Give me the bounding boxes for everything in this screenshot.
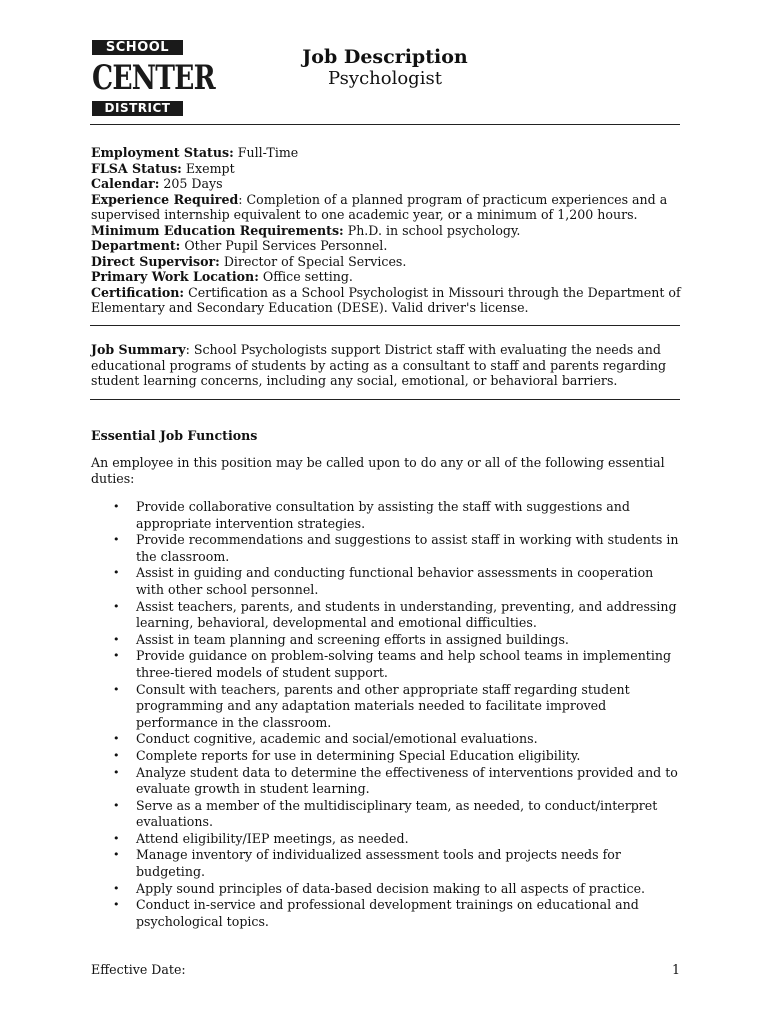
- summary-divider: [90, 399, 680, 400]
- list-item-text: Provide collaborative consultation by assisting the staff with suggestions and appropriate intervention strategies.: [136, 499, 630, 531]
- header-divider: [90, 124, 680, 125]
- list-item-text: Provide recommendations and suggestions to assist staff in working with students in the classroom.: [136, 532, 679, 564]
- bullet-icon: •: [113, 649, 120, 663]
- bullet-icon: •: [113, 682, 120, 696]
- detail-department: Department: Other Pupil Services Personnel.: [91, 238, 388, 253]
- detail-calendar: Calendar: 205 Days: [91, 176, 223, 191]
- detail-certification: Certification: Certification as a School Psychologist in Missouri through the Department of Elementary and Secondary Education (DESE). Valid driver's license.: [91, 284, 681, 315]
- logo-line-center: CENTER: [92, 58, 215, 98]
- detail-direct-supervisor: Direct Supervisor: Director of Special Services.: [91, 253, 407, 269]
- list-item: [91, 532, 683, 565]
- list-item: [91, 765, 683, 798]
- bullet-icon: •: [113, 732, 120, 746]
- job-details: [91, 145, 683, 316]
- bullet-icon: •: [113, 632, 120, 646]
- list-item: [91, 897, 683, 930]
- bullet-icon: •: [113, 500, 120, 513]
- bullet-icon: •: [113, 848, 120, 862]
- document-title: Job Description: [302, 46, 468, 68]
- list-item-text: Conduct in-service and professional development trainings on educational and psychological topics.: [136, 897, 639, 929]
- list-item: [91, 748, 683, 765]
- effective-date-label: Effective Date:: [91, 962, 186, 977]
- job-summary-text: : School Psychologists support District staff with evaluating the needs and educational programs of students by acting as a consultant to staff and parents regarding student learning concerns, including any social, emotional, or behavioral barriers.: [91, 342, 667, 388]
- logo-line-school: SCHOOL: [92, 40, 183, 55]
- bullet-icon: •: [113, 533, 120, 547]
- list-item-text: Provide guidance on problem-solving teams and help school teams in implementing three-tiered models of student support.: [136, 648, 672, 680]
- list-item: [91, 499, 683, 532]
- list-item: [91, 881, 683, 898]
- detail-minimum-education: Minimum Education Requirements: Ph.D. in school psychology.: [91, 222, 521, 238]
- list-item-text: Manage inventory of individualized assessment tools and projects needs for budgeting.: [136, 847, 621, 880]
- bullet-icon: •: [113, 898, 120, 912]
- list-item: [91, 831, 683, 848]
- list-item-text: Assist teachers, parents, and students in understanding, preventing, and addressing learning, behavioral, developmental and emotional difficulties.: [136, 598, 677, 631]
- list-item-text: Serve as a member of the multidisciplinary team, as needed, to conduct/interpret evaluations.: [136, 797, 658, 830]
- list-item-text: Complete reports for use in determining Special Education eligibility.: [136, 747, 581, 763]
- job-summary-label: Job Summary: [91, 342, 186, 357]
- list-item: [91, 632, 683, 649]
- bullet-icon: •: [113, 798, 120, 812]
- list-item: [91, 599, 683, 632]
- bullet-icon: •: [113, 765, 120, 779]
- bullet-icon: •: [113, 881, 120, 895]
- list-item-text: Consult with teachers, parents and other appropriate staff regarding student programming and any adaptation materials needed to facilitate improved performance in the classroom.: [136, 681, 630, 730]
- list-item-text: Assist in team planning and screening efforts in assigned buildings.: [136, 631, 569, 647]
- logo-line-district: DISTRICT: [92, 101, 183, 116]
- bullet-icon: •: [113, 831, 120, 845]
- detail-flsa-status: FLSA Status: Exempt: [91, 160, 235, 176]
- list-item-text: Conduct cognitive, academic and social/emotional evaluations.: [136, 731, 538, 747]
- details-divider: [90, 325, 680, 326]
- detail-employment-status: Employment Status: Full-Time: [91, 145, 299, 160]
- list-item-text: Apply sound principles of data-based decision making to all aspects of practice.: [136, 880, 646, 896]
- bullet-icon: •: [113, 748, 120, 762]
- detail-experience-required: Experience Required: Completion of a planned program of practicum experiences and a supervised internship equivalent to one academic year, or a minimum of 1,200 hours.: [91, 191, 668, 222]
- page-number: 1: [672, 962, 681, 977]
- school-center-district-logo: [92, 40, 215, 116]
- essential-functions-heading: Essential Job Functions: [91, 428, 258, 443]
- list-item: [91, 682, 683, 732]
- list-item: [91, 648, 683, 681]
- list-item: [91, 798, 683, 831]
- document-subtitle: Psychologist: [328, 68, 442, 89]
- job-summary: [91, 342, 683, 389]
- detail-primary-work-location: Primary Work Location: Office setting.: [91, 269, 353, 284]
- list-item: [91, 565, 683, 598]
- essential-functions-intro: An employee in this position may be called upon to do any or all of the following essential duties:: [91, 455, 665, 486]
- list-item-text: Assist in guiding and conducting functional behavior assessments in cooperation with other school personnel.: [136, 565, 654, 597]
- list-item-text: Analyze student data to determine the effectiveness of interventions provided and to evaluate growth in student learning.: [136, 764, 678, 797]
- list-item: [91, 731, 683, 748]
- list-item-text: Attend eligibility/IEP meetings, as needed.: [136, 830, 409, 846]
- essential-functions-list: [91, 499, 683, 930]
- list-item: [91, 847, 683, 880]
- bullet-icon: •: [113, 599, 120, 613]
- bullet-icon: •: [113, 566, 120, 580]
